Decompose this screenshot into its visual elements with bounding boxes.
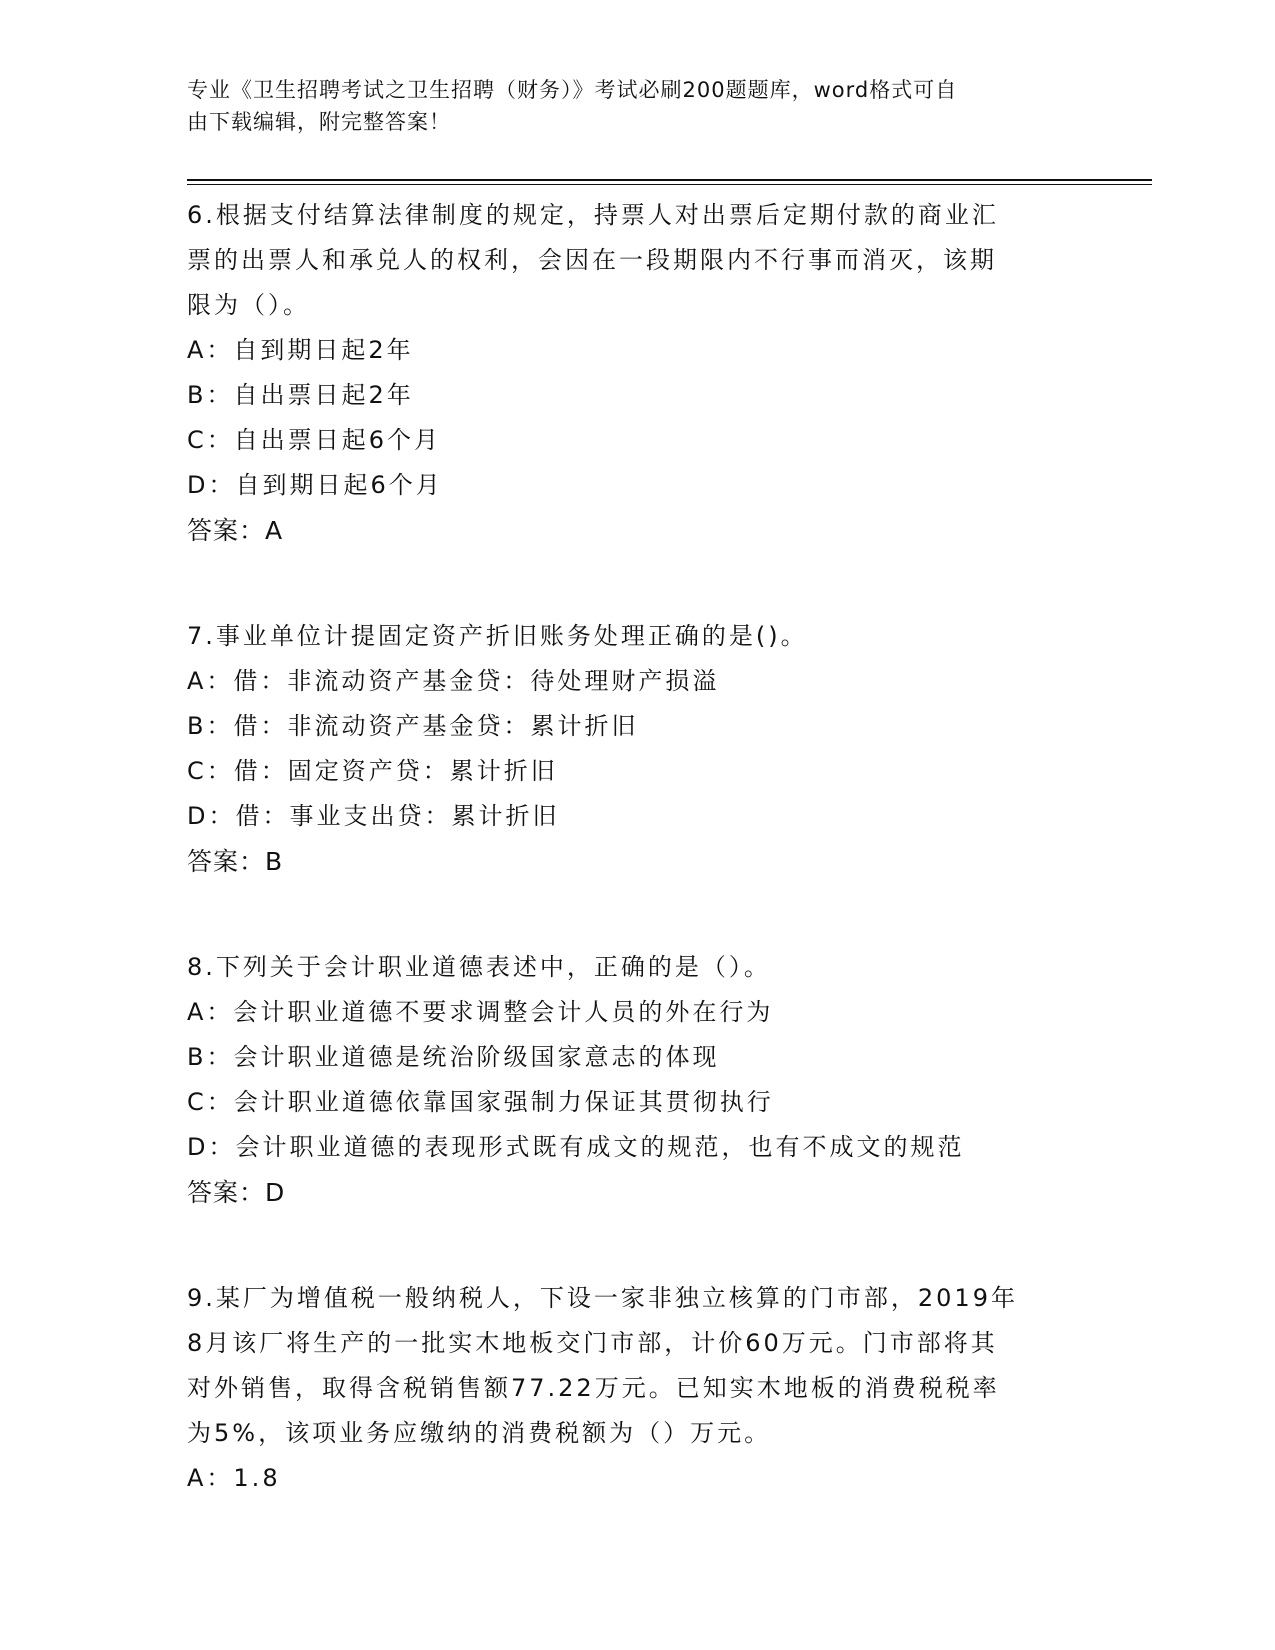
header-divider-thick	[187, 179, 1152, 181]
answer: 答案：A	[187, 516, 284, 545]
question-text-line: 票的出票人和承兑人的权利，会因在一段期限内不行事而消灭，该期	[187, 246, 997, 274]
question-text-line: 8月该厂将生产的一批实木地板交门市部，计价60万元。门市部将其	[187, 1329, 998, 1357]
option-a: A：自到期日起2年	[187, 336, 414, 364]
question-text-line: 为5%，该项业务应缴纳的消费税额为（）万元。	[187, 1419, 772, 1447]
answer: 答案：B	[187, 847, 284, 876]
question-text-line: 6.根据支付结算法律制度的规定，持票人对出票后定期付款的商业汇	[187, 201, 999, 229]
question-8	[187, 945, 1087, 1216]
option-a: A：1.8	[187, 1464, 281, 1492]
question-7	[187, 614, 1087, 885]
option-a: A：借：非流动资产基金贷：待处理财产损溢	[187, 667, 720, 695]
answer: 答案：D	[187, 1178, 286, 1207]
question-9	[187, 1276, 1087, 1501]
header-line-2: 由下载编辑，附完整答案！	[187, 110, 451, 134]
option-c: C：会计职业道德依靠国家强制力保证其贯彻执行	[187, 1088, 774, 1116]
option-c: C：自出票日起6个月	[187, 426, 442, 454]
option-b: B：借：非流动资产基金贷：累计折旧	[187, 712, 639, 740]
question-6	[187, 193, 1087, 554]
header-divider-thin	[187, 184, 1152, 185]
option-d: D：借：事业支出贷：累计折旧	[187, 802, 560, 830]
question-text-line: 8.下列关于会计职业道德表述中，正确的是（）。	[187, 953, 771, 981]
document-header	[187, 74, 1067, 138]
option-b: B：自出票日起2年	[187, 381, 414, 409]
question-text-line: 7.事业单位计提固定资产折旧账务处理正确的是()。	[187, 622, 808, 650]
option-a: A：会计职业道德不要求调整会计人员的外在行为	[187, 998, 774, 1026]
option-b: B：会计职业道德是统治阶级国家意志的体现	[187, 1043, 720, 1071]
question-list	[187, 193, 1087, 1561]
question-text-line: 限为（）。	[187, 291, 310, 319]
header-line-1: 专业《卫生招聘考试之卫生招聘（财务）》考试必刷200题题库，word格式可自	[187, 78, 958, 102]
option-d: D：自到期日起6个月	[187, 471, 443, 499]
question-text-line: 9.某厂为增值税一般纳税人，下设一家非独立核算的门市部，2019年	[187, 1284, 1018, 1312]
question-text-line: 对外销售，取得含税销售额77.22万元。已知实木地板的消费税税率	[187, 1374, 1000, 1402]
option-d: D：会计职业道德的表现形式既有成文的规范，也有不成文的规范	[187, 1133, 965, 1161]
option-c: C：借：固定资产贷：累计折旧	[187, 757, 558, 785]
